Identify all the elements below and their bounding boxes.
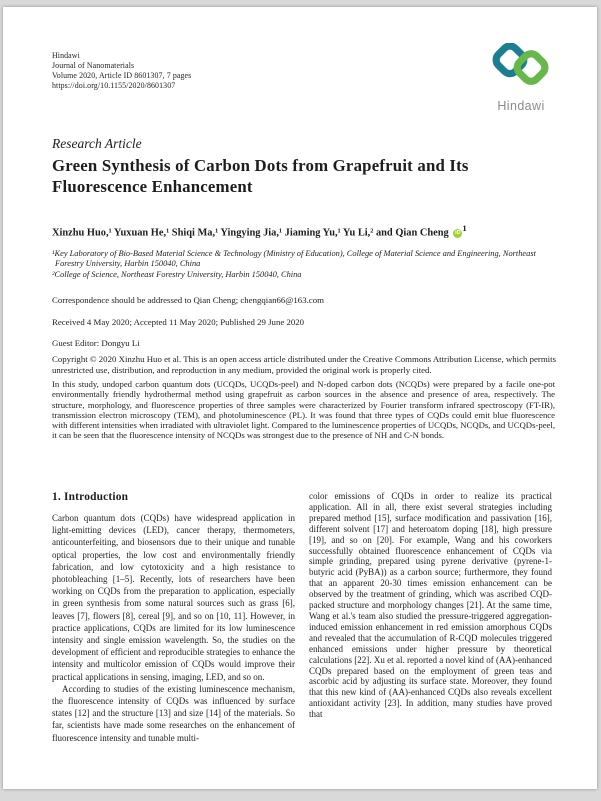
document-page (3, 7, 597, 789)
orcid-icon[interactable]: iD (455, 230, 461, 237)
journal-masthead (52, 51, 191, 91)
body-column-right (309, 491, 552, 720)
affiliation-1: ¹Key Laboratory of Bio-Based Material Science & Technology (Ministry of Education), College of Material Science and Engineering, Northeast Forestry University, Harbin 150040, China (52, 249, 536, 269)
correspondence-line: Correspondence should be addressed to Qian Cheng; chengqian66@163.com (52, 295, 324, 305)
section-heading-introduction: 1. Introduction (52, 491, 129, 503)
publisher-name: Hindawi (52, 51, 80, 60)
intro-paragraph-2: According to studies of the existing luminescence mechanism, the fluorescence intensity of CQDs was influenced by surface states [12] and the structure [13] and size [14] of the materials. So far, scientists have made some researches on the enhancement of fluorescence intensity and tunable multi- (52, 683, 295, 743)
journal-name: Journal of Nanomaterials (52, 61, 135, 70)
copyright-notice: Copyright © 2020 Xinzhu Huo et al. This is an open access article distributed under the Creative Commons Attribution License, which permits unrestricted use, distribution, and reproduction in any medium, provided the original work is properly cited. (52, 354, 556, 375)
authors-line (52, 223, 562, 238)
hindawi-logo (487, 43, 555, 113)
hindawi-logo-wordmark: Hindawi (497, 99, 545, 113)
article-history-line: Received 4 May 2020; Accepted 11 May 2020; Published 29 June 2020 (52, 317, 305, 327)
doi-link[interactable]: https://doi.org/10.1155/2020/8601307 (52, 81, 176, 90)
affiliation-2: ²College of Science, Northeast Forestry University, Harbin 150040, China (52, 269, 302, 279)
intro-paragraph-3: color emissions of CQDs in order to realize its practical application. All in all, there exist several strategies including prepared method [15], surface modification and passivation [16], different solvent [17] and heteroatom doping [18], high pressure [19], and so on [20]. For example, Wang and his coworkers successfully obtained fluorescence enhancement of CQDs via simple grinding, prepared using pyrene derivative (pyrene-1-butyric acid (PyBA)) as a carbon source; furthermore, they found that an apparent 20-30 times emission enhancement can be observed by the treatment of grinding, which was ascribed CQD-packed structure and morphology changes [21]. At the same time, Wang et al.'s team also studied the pressure-triggered aggregation-induced emission enhancement in red emission amorphous CQDs and revealed that the accumulation of R-CQD molecules triggered enhanced emissions under higher pressure by theoretical calculations [22]. Xu et al. reported a novel kind of (AA)-enhanced CQDs prepared based on the employment of green teas and ascorbic acid by adjusting its surface state. Moreover, they found that this new kind of (AA)-enhanced CQDs also reveals excellent antioxidant activity [23]. In addition, many studies have proved that (309, 491, 552, 720)
affiliations (52, 249, 560, 280)
hindawi-logo-icon (490, 43, 552, 93)
guest-editor-line: Guest Editor: Dongyu Li (52, 338, 140, 348)
article-title: Green Synthesis of Carbon Dots from Grapefruit and Its Fluorescence Enhancement (52, 156, 469, 196)
intro-paragraph-1: Carbon quantum dots (CQDs) have widespread application in light-emitting devices (LED), cancer therapy, thermometers, anticounterfeiting, and biosensors due to their unique and tunable optical properties, the low cost and environmentally friendly fabrication, and low cytotoxicity and a high resistance to photobleaching [1–5]. Recently, lots of researchers have been working on CQDs from the preparation to application, especially in green synthesis from some natural sources such as grass [6], leaves [7], flowers [8], cereal [9], and so on [10, 11]. However, in practice applications, CQDs are limited for its low luminescence intensity and single emission wavelength. So, the studies on the development of efficient and reproducible strategies to enhance the intensity and multicolor emission of CQDs would improve their practical applications in sensing, imaging, LED, and so on. (52, 513, 295, 682)
author-names: Xinzhu Huo,¹ Yuxuan He,¹ Shiqi Ma,¹ Yingying Jia,¹ Jiaming Yu,¹ Yu Li,² and Qian Cheng (52, 227, 449, 239)
body-column-left (52, 512, 295, 744)
article-type-label: Research Article (52, 136, 142, 151)
volume-line: Volume 2020, Article ID 8601307, 7 pages (52, 71, 192, 80)
orcid-author-superscript: 1 (462, 223, 467, 233)
abstract-text: In this study, undoped carbon quantum dots (UCQDs, UCQDs-peel) and N-doped carbon dots (NCQDs) were prepared by a facile one-pot environmentally friendly hydrothermal method using grapefruit as carbon sources in the absence and presence of area, respectively. The structure, morphology, and fluorescence properties of three samples were characterized by Fourier transform infrared spectroscopy (FT-IR), transmission electron microscopy (TEM), and photoluminescence (PL). It was found that three types of CQDs could emit blue fluorescence with different intensities when irradiated with ultraviolet light. Compared to the luminescence properties of UCQDs, NCQDs, and UCQDs-peel, it can be seen that the fluorescence intensity of NCQDs was strongest due to the presence of NH and C-N bonds. (52, 379, 555, 441)
